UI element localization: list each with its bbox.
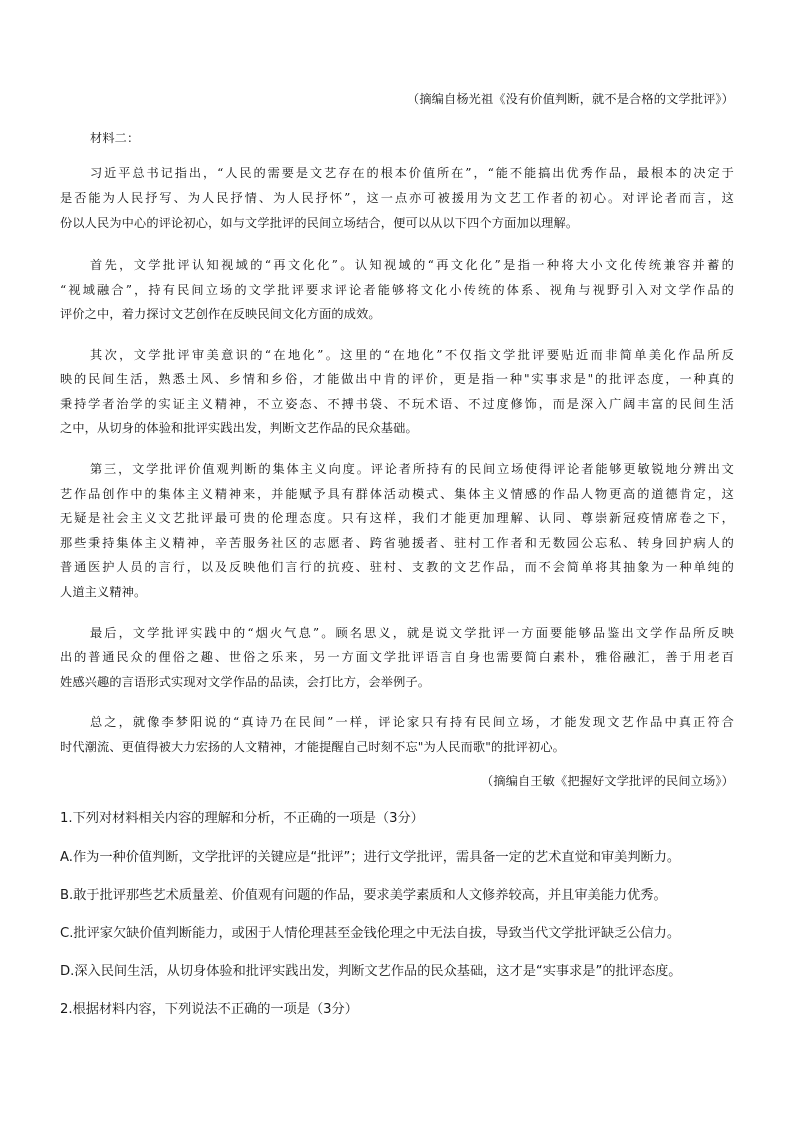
paragraph-line: 第三，文学批评价值观判断的集体主义向度。评论者所持有的民间立场使得评论者能够更敏锐地分辨出文 xyxy=(90,462,734,476)
paragraph-line: 艺作品创作中的集体主义精神来，并能赋予具有群体活动模式、集体主义情感的作品人物更高的道德肯定，这 xyxy=(60,487,734,501)
question-2-stem: 2.根据材料内容，下列说法不正确的一项是（3分） xyxy=(60,1002,358,1017)
question-1-option-a: A.作为一种价值判断，文学批评的关键应是“批评”；进行文学批评，需具备一定的艺术直觉和审美判断力。 xyxy=(60,850,681,865)
question-1-option-c: C.批评家欠缺价值判断能力，或困于人情伦理甚至金钱伦理之中无法自拔，导致当代文学批评缺乏公信力。 xyxy=(60,926,681,941)
paragraph-line: 评价之中，着力探讨文艺创作在反映民间文化方面的成效。 xyxy=(60,307,381,321)
question-1-option-d: D.深入民间生活，从切身体验和批评实践出发，判断文艺作品的民众基础，这才是“实事求是”的批评态度。 xyxy=(60,964,682,979)
source-citation-2: （摘编自王敏《把握好文学批评的民间立场》） xyxy=(481,774,734,788)
paragraph-line: 映的民间生活，熟悉土风、乡情和乡俗，才能做出中肯的评价，更是指一种"实事求是"的批评态度，一种真的 xyxy=(60,372,734,386)
paragraph-line: 其次，文学批评审美意识的“在地化”。这里的“在地化”不仅指文学批评要贴近而非简单美化作品所反 xyxy=(90,348,734,362)
paragraph-line: 时代潮流、更值得被大力宏扬的人文精神，才能提醒自己时刻不忘"为人民而歌"的批评初心。 xyxy=(60,740,566,754)
paragraph-line: 最后，文学批评实践中的“烟火气息”。顾名思义，就是说文学批评一方面要能够品鉴出文学作品所反映 xyxy=(90,626,734,640)
paragraph-line: 秉持学者治学的实证主义精神，不立姿态、不搏书袋、不玩术语、不过度修饰，而是深入广阔丰富的民间生活 xyxy=(60,397,734,411)
paragraph-line: 姓感兴趣的言语形式实现对文学作品的品读，会打比方，会举例子。 xyxy=(60,675,431,689)
paragraph-line: 份以人民为中心的评论初心，如与文学批评的民间立场结合，便可以从以下四个方面加以理解。 xyxy=(60,216,579,230)
paragraph-line: 首先，文学批评认知视域的“再文化化”。认知视域的“再文化化”是指一种将大小文化传统兼容并蓄的 xyxy=(90,258,734,272)
question-1-option-b: B.敢于批评那些艺术质量差、价值观有问题的作品，要求美学素质和人文修养较高，并且审美能力优秀。 xyxy=(60,888,667,903)
paragraph-line: 无疑是社会主义文艺批评最可贵的伦理态度。只有这样，我们才能更加理解、认同、尊崇新冠疫情席卷之下， xyxy=(60,511,734,525)
material-2-heading: 材料二： xyxy=(90,131,140,145)
paragraph-line: 出的普通民众的俚俗之趣、世俗之乐来，另一方面文学批评语言自身也需要简白素朴，雅俗融汇，善于用老百 xyxy=(60,650,734,664)
source-citation-1: （摘编自杨光祖《没有价值判断，就不是合格的文学批评》） xyxy=(406,92,734,106)
paragraph-line: 普通医护人员的言行，以及反映他们言行的抗疫、驻村、支教的文艺作品，而不会简单将其抽象为一种单纯的 xyxy=(60,560,734,574)
paragraph-line: 习近平总书记指出，“人民的需要是文艺存在的根本价值所在”，“能不能搞出优秀作品，最根本的决定于 xyxy=(90,166,734,180)
paragraph-line: 之中，从切身的体验和批评实践出发，判断文艺作品的民众基础。 xyxy=(60,421,418,435)
paragraph-line: 人道主义精神。 xyxy=(60,585,147,599)
paragraph-line: 那些秉持集体主义精神，辛苦服务社区的志愿者、跨省驰援者、驻村工作者和无数园公忘私、转身回护病人的 xyxy=(60,536,734,550)
paragraph-line: 是否能为人民抒写、为人民抒情、为人民抒怀”，这一点亦可被援用为文艺工作者的初心。对评论者而言，这 xyxy=(60,191,734,205)
paragraph-line: “视域融合”，持有民间立场的文学批评要求评论者能够将文化小传统的体系、视角与视野引入对文学作品的 xyxy=(60,283,734,297)
paragraph-line: 总之，就像李梦阳说的“真诗乃在民间”一样，评论家只有持有民间立场，才能发现文艺作品中真正符合 xyxy=(90,715,734,729)
question-1-stem: 1.下列对材料相关内容的理解和分析，不正确的一项是（3分） xyxy=(60,811,424,826)
